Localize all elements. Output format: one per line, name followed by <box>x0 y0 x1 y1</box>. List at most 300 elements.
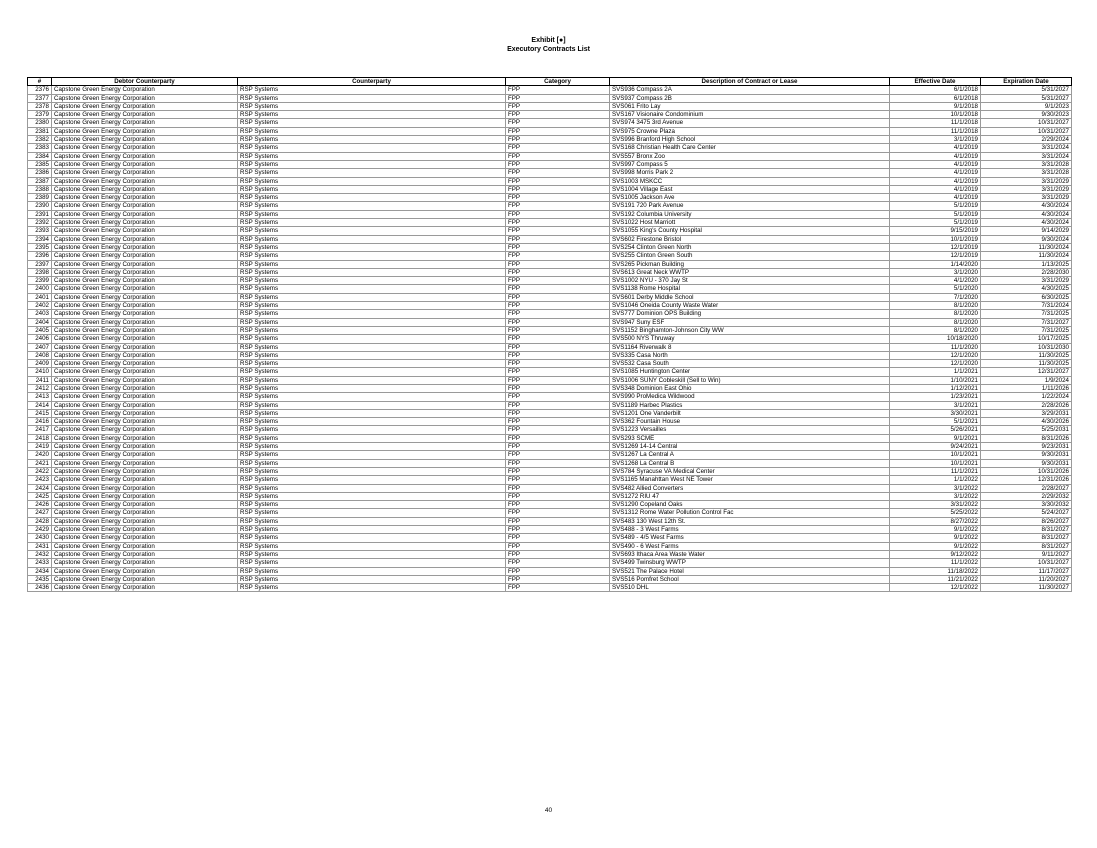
expiration-date-cell: 5/31/2027 <box>981 86 1072 94</box>
category-cell: FPP <box>506 285 610 293</box>
table-row <box>28 434 1072 442</box>
counterparty-cell: RSP Systems <box>238 476 506 484</box>
counterparty-cell: RSP Systems <box>238 534 506 542</box>
table-row <box>28 194 1072 202</box>
effective-date-cell: 8/1/2020 <box>890 318 981 326</box>
category-cell: FPP <box>506 252 610 260</box>
column-header: Effective Date <box>890 78 981 86</box>
effective-date-cell: 7/1/2020 <box>890 293 981 301</box>
expiration-date-cell: 2/28/2026 <box>981 401 1072 409</box>
description-cell: SVS061 Frito Lay <box>610 102 890 110</box>
expiration-date-cell: 5/24/2027 <box>981 509 1072 517</box>
row-number: 2399 <box>28 277 52 285</box>
table-row <box>28 542 1072 550</box>
category-cell: FPP <box>506 243 610 251</box>
category-cell: FPP <box>506 310 610 318</box>
table-row <box>28 227 1072 235</box>
row-number: 2426 <box>28 501 52 509</box>
row-number: 2428 <box>28 517 52 525</box>
debtor-counterparty-cell: Capstone Green Energy Corporation <box>52 210 238 218</box>
table-row <box>28 584 1072 592</box>
counterparty-cell: RSP Systems <box>238 252 506 260</box>
table-row <box>28 335 1072 343</box>
expiration-date-cell: 5/25/2031 <box>981 426 1072 434</box>
table-row <box>28 111 1072 119</box>
description-cell: SVS167 Visionaire Condominium <box>610 111 890 119</box>
category-cell: FPP <box>506 526 610 534</box>
description-cell: SVS1268 La Central B <box>610 459 890 467</box>
debtor-counterparty-cell: Capstone Green Energy Corporation <box>52 575 238 583</box>
effective-date-cell: 4/1/2019 <box>890 177 981 185</box>
row-number: 2433 <box>28 559 52 567</box>
counterparty-cell: RSP Systems <box>238 376 506 384</box>
effective-date-cell: 3/1/2020 <box>890 268 981 276</box>
counterparty-cell: RSP Systems <box>238 368 506 376</box>
counterparty-cell: RSP Systems <box>238 509 506 517</box>
category-cell: FPP <box>506 517 610 525</box>
expiration-date-cell: 10/31/2030 <box>981 343 1072 351</box>
description-cell: SVS521 The Palace Hotel <box>610 567 890 575</box>
row-number: 2424 <box>28 484 52 492</box>
debtor-counterparty-cell: Capstone Green Energy Corporation <box>52 202 238 210</box>
expiration-date-cell: 3/31/2029 <box>981 185 1072 193</box>
counterparty-cell: RSP Systems <box>238 409 506 417</box>
row-number: 2425 <box>28 492 52 500</box>
description-cell: SVS996 Branford High School <box>610 136 890 144</box>
row-number: 2380 <box>28 119 52 127</box>
description-cell: SVS784 Syracuse VA Medical Center <box>610 467 890 475</box>
expiration-date-cell: 4/30/2024 <box>981 210 1072 218</box>
row-number: 2431 <box>28 542 52 550</box>
category-cell: FPP <box>506 202 610 210</box>
table-row <box>28 559 1072 567</box>
debtor-counterparty-cell: Capstone Green Energy Corporation <box>52 285 238 293</box>
counterparty-cell: RSP Systems <box>238 517 506 525</box>
expiration-date-cell: 2/29/2032 <box>981 492 1072 500</box>
expiration-date-cell: 3/31/2028 <box>981 169 1072 177</box>
table-row <box>28 94 1072 102</box>
table-row <box>28 285 1072 293</box>
row-number: 2400 <box>28 285 52 293</box>
expiration-date-cell: 2/28/2030 <box>981 268 1072 276</box>
expiration-date-cell: 4/30/2024 <box>981 219 1072 227</box>
counterparty-cell: RSP Systems <box>238 335 506 343</box>
effective-date-cell: 10/18/2020 <box>890 335 981 343</box>
description-cell: SVS936 Compass 2A <box>610 86 890 94</box>
expiration-date-cell: 5/31/2027 <box>981 94 1072 102</box>
effective-date-cell: 11/1/2018 <box>890 119 981 127</box>
category-cell: FPP <box>506 302 610 310</box>
description-cell: SVS483 130 West 12th St. <box>610 517 890 525</box>
expiration-date-cell: 8/26/2027 <box>981 517 1072 525</box>
description-cell: SVS500 NYS Thruway <box>610 335 890 343</box>
row-number: 2391 <box>28 210 52 218</box>
document-header <box>0 36 1097 54</box>
expiration-date-cell: 8/31/2026 <box>981 434 1072 442</box>
category-cell: FPP <box>506 401 610 409</box>
column-header: Debtor Counterparty <box>52 78 238 86</box>
description-cell: SVS613 Great Neck WWTP <box>610 268 890 276</box>
description-cell: SVS1152 Binghamton-Johnson City WW <box>610 326 890 334</box>
counterparty-cell: RSP Systems <box>238 343 506 351</box>
debtor-counterparty-cell: Capstone Green Energy Corporation <box>52 111 238 119</box>
expiration-date-cell: 2/29/2024 <box>981 136 1072 144</box>
effective-date-cell: 4/1/2020 <box>890 277 981 285</box>
expiration-date-cell: 4/30/2026 <box>981 418 1072 426</box>
expiration-date-cell: 8/31/2027 <box>981 542 1072 550</box>
category-cell: FPP <box>506 119 610 127</box>
expiration-date-cell: 9/1/2023 <box>981 102 1072 110</box>
description-cell: SVS990 ProMedica Wildwood <box>610 393 890 401</box>
row-number: 2423 <box>28 476 52 484</box>
expiration-date-cell: 11/17/2027 <box>981 567 1072 575</box>
expiration-date-cell: 11/30/2025 <box>981 351 1072 359</box>
effective-date-cell: 8/1/2020 <box>890 310 981 318</box>
effective-date-cell: 11/1/2018 <box>890 127 981 135</box>
table-row <box>28 443 1072 451</box>
counterparty-cell: RSP Systems <box>238 86 506 94</box>
table-row <box>28 492 1072 500</box>
expiration-date-cell: 10/31/2026 <box>981 467 1072 475</box>
expiration-date-cell: 11/30/2025 <box>981 360 1072 368</box>
effective-date-cell: 12/1/2020 <box>890 351 981 359</box>
counterparty-cell: RSP Systems <box>238 559 506 567</box>
expiration-date-cell: 11/30/2024 <box>981 243 1072 251</box>
effective-date-cell: 9/1/2021 <box>890 434 981 442</box>
counterparty-cell: RSP Systems <box>238 227 506 235</box>
effective-date-cell: 10/1/2018 <box>890 111 981 119</box>
counterparty-cell: RSP Systems <box>238 194 506 202</box>
category-cell: FPP <box>506 260 610 268</box>
expiration-date-cell: 7/31/2025 <box>981 310 1072 318</box>
row-number: 2397 <box>28 260 52 268</box>
table-row <box>28 501 1072 509</box>
row-number: 2404 <box>28 318 52 326</box>
category-cell: FPP <box>506 335 610 343</box>
category-cell: FPP <box>506 127 610 135</box>
row-number: 2414 <box>28 401 52 409</box>
counterparty-cell: RSP Systems <box>238 210 506 218</box>
counterparty-cell: RSP Systems <box>238 235 506 243</box>
category-cell: FPP <box>506 343 610 351</box>
description-cell: SVS265 Pickman Building <box>610 260 890 268</box>
debtor-counterparty-cell: Capstone Green Energy Corporation <box>52 326 238 334</box>
row-number: 2384 <box>28 152 52 160</box>
expiration-date-cell: 3/30/2032 <box>981 501 1072 509</box>
category-cell: FPP <box>506 185 610 193</box>
description-cell: SVS516 Pomfret School <box>610 575 890 583</box>
row-number: 2436 <box>28 584 52 592</box>
counterparty-cell: RSP Systems <box>238 127 506 135</box>
row-number: 2379 <box>28 111 52 119</box>
debtor-counterparty-cell: Capstone Green Energy Corporation <box>52 310 238 318</box>
effective-date-cell: 8/1/2020 <box>890 302 981 310</box>
table-row <box>28 102 1072 110</box>
category-cell: FPP <box>506 160 610 168</box>
description-cell: SVS532 Casa South <box>610 360 890 368</box>
counterparty-cell: RSP Systems <box>238 310 506 318</box>
table-row <box>28 360 1072 368</box>
row-number: 2381 <box>28 127 52 135</box>
effective-date-cell: 6/1/2018 <box>890 86 981 94</box>
table-row <box>28 127 1072 135</box>
category-cell: FPP <box>506 210 610 218</box>
table-row <box>28 185 1072 193</box>
row-number: 2410 <box>28 368 52 376</box>
debtor-counterparty-cell: Capstone Green Energy Corporation <box>52 185 238 193</box>
effective-date-cell: 5/1/2021 <box>890 418 981 426</box>
counterparty-cell: RSP Systems <box>238 401 506 409</box>
description-cell: SVS1046 Oneida County Waste Water <box>610 302 890 310</box>
category-cell: FPP <box>506 376 610 384</box>
effective-date-cell: 1/1/2022 <box>890 476 981 484</box>
expiration-date-cell: 3/29/2031 <box>981 409 1072 417</box>
table-row <box>28 318 1072 326</box>
category-cell: FPP <box>506 219 610 227</box>
effective-date-cell: 4/1/2019 <box>890 169 981 177</box>
description-cell: SVS1085 Huntington Center <box>610 368 890 376</box>
debtor-counterparty-cell: Capstone Green Energy Corporation <box>52 360 238 368</box>
debtor-counterparty-cell: Capstone Green Energy Corporation <box>52 102 238 110</box>
debtor-counterparty-cell: Capstone Green Energy Corporation <box>52 252 238 260</box>
debtor-counterparty-cell: Capstone Green Energy Corporation <box>52 559 238 567</box>
debtor-counterparty-cell: Capstone Green Energy Corporation <box>52 567 238 575</box>
description-cell: SVS1164 Riverwalk 8 <box>610 343 890 351</box>
category-cell: FPP <box>506 426 610 434</box>
debtor-counterparty-cell: Capstone Green Energy Corporation <box>52 169 238 177</box>
category-cell: FPP <box>506 509 610 517</box>
counterparty-cell: RSP Systems <box>238 550 506 558</box>
table-row <box>28 384 1072 392</box>
expiration-date-cell: 10/17/2025 <box>981 335 1072 343</box>
counterparty-cell: RSP Systems <box>238 584 506 592</box>
row-number: 2420 <box>28 451 52 459</box>
description-cell: SVS362 Fountain House <box>610 418 890 426</box>
expiration-date-cell: 12/31/2027 <box>981 368 1072 376</box>
row-number: 2416 <box>28 418 52 426</box>
row-number: 2383 <box>28 144 52 152</box>
counterparty-cell: RSP Systems <box>238 260 506 268</box>
counterparty-cell: RSP Systems <box>238 318 506 326</box>
expiration-date-cell: 11/30/2027 <box>981 584 1072 592</box>
category-cell: FPP <box>506 434 610 442</box>
category-cell: FPP <box>506 277 610 285</box>
row-number: 2429 <box>28 526 52 534</box>
row-number: 2409 <box>28 360 52 368</box>
table-row <box>28 302 1072 310</box>
category-cell: FPP <box>506 484 610 492</box>
table-row <box>28 235 1072 243</box>
counterparty-cell: RSP Systems <box>238 285 506 293</box>
effective-date-cell: 3/30/2021 <box>890 409 981 417</box>
debtor-counterparty-cell: Capstone Green Energy Corporation <box>52 368 238 376</box>
debtor-counterparty-cell: Capstone Green Energy Corporation <box>52 492 238 500</box>
exhibit-title: Exhibit [●] <box>531 37 566 44</box>
table-row <box>28 351 1072 359</box>
category-cell: FPP <box>506 177 610 185</box>
debtor-counterparty-cell: Capstone Green Energy Corporation <box>52 467 238 475</box>
debtor-counterparty-cell: Capstone Green Energy Corporation <box>52 243 238 251</box>
counterparty-cell: RSP Systems <box>238 351 506 359</box>
row-number: 2392 <box>28 219 52 227</box>
debtor-counterparty-cell: Capstone Green Energy Corporation <box>52 119 238 127</box>
effective-date-cell: 9/24/2021 <box>890 443 981 451</box>
table-row <box>28 393 1072 401</box>
table-row <box>28 376 1072 384</box>
effective-date-cell: 4/1/2019 <box>890 144 981 152</box>
counterparty-cell: RSP Systems <box>238 484 506 492</box>
description-cell: SVS557 Bronx Zoo <box>610 152 890 160</box>
description-cell: SVS1272 RIU 47 <box>610 492 890 500</box>
expiration-date-cell: 1/22/2024 <box>981 393 1072 401</box>
expiration-date-cell: 3/31/2029 <box>981 194 1072 202</box>
table-row <box>28 260 1072 268</box>
debtor-counterparty-cell: Capstone Green Energy Corporation <box>52 343 238 351</box>
row-number: 2403 <box>28 310 52 318</box>
table-row <box>28 409 1072 417</box>
effective-date-cell: 8/27/2022 <box>890 517 981 525</box>
row-number: 2385 <box>28 160 52 168</box>
contracts-table <box>27 77 1072 592</box>
counterparty-cell: RSP Systems <box>238 393 506 401</box>
effective-date-cell: 5/1/2019 <box>890 210 981 218</box>
row-number: 2406 <box>28 335 52 343</box>
category-cell: FPP <box>506 575 610 583</box>
column-header: Expiration Date <box>981 78 1072 86</box>
debtor-counterparty-cell: Capstone Green Energy Corporation <box>52 194 238 202</box>
expiration-date-cell: 3/31/2028 <box>981 160 1072 168</box>
table-row <box>28 517 1072 525</box>
expiration-date-cell: 3/31/2024 <box>981 152 1072 160</box>
counterparty-cell: RSP Systems <box>238 426 506 434</box>
category-cell: FPP <box>506 476 610 484</box>
category-cell: FPP <box>506 111 610 119</box>
debtor-counterparty-cell: Capstone Green Energy Corporation <box>52 293 238 301</box>
expiration-date-cell: 3/31/2029 <box>981 177 1072 185</box>
description-cell: SVS1165 Manahttan West NE Tower <box>610 476 890 484</box>
table-row <box>28 368 1072 376</box>
counterparty-cell: RSP Systems <box>238 136 506 144</box>
page-number: 40 <box>544 807 553 814</box>
counterparty-cell: RSP Systems <box>238 293 506 301</box>
counterparty-cell: RSP Systems <box>238 302 506 310</box>
counterparty-cell: RSP Systems <box>238 102 506 110</box>
row-number: 2393 <box>28 227 52 235</box>
description-cell: SVS1004 Village East <box>610 185 890 193</box>
counterparty-cell: RSP Systems <box>238 277 506 285</box>
table-row <box>28 210 1072 218</box>
debtor-counterparty-cell: Capstone Green Energy Corporation <box>52 509 238 517</box>
debtor-counterparty-cell: Capstone Green Energy Corporation <box>52 335 238 343</box>
table-row <box>28 418 1072 426</box>
counterparty-cell: RSP Systems <box>238 219 506 227</box>
counterparty-cell: RSP Systems <box>238 177 506 185</box>
effective-date-cell: 4/1/2019 <box>890 194 981 202</box>
counterparty-cell: RSP Systems <box>238 542 506 550</box>
effective-date-cell: 11/18/2022 <box>890 567 981 575</box>
expiration-date-cell: 7/31/2025 <box>981 326 1072 334</box>
debtor-counterparty-cell: Capstone Green Energy Corporation <box>52 426 238 434</box>
category-cell: FPP <box>506 534 610 542</box>
table-row <box>28 326 1072 334</box>
description-cell: SVS191 720 Park Avenue <box>610 202 890 210</box>
debtor-counterparty-cell: Capstone Green Energy Corporation <box>52 393 238 401</box>
debtor-counterparty-cell: Capstone Green Energy Corporation <box>52 384 238 392</box>
category-cell: FPP <box>506 293 610 301</box>
category-cell: FPP <box>506 102 610 110</box>
description-cell: SVS1055 King's County Hospital <box>610 227 890 235</box>
row-number: 2401 <box>28 293 52 301</box>
row-number: 2387 <box>28 177 52 185</box>
debtor-counterparty-cell: Capstone Green Energy Corporation <box>52 443 238 451</box>
expiration-date-cell: 9/30/2023 <box>981 111 1072 119</box>
category-cell: FPP <box>506 94 610 102</box>
row-number: 2419 <box>28 443 52 451</box>
debtor-counterparty-cell: Capstone Green Energy Corporation <box>52 542 238 550</box>
table-row <box>28 476 1072 484</box>
description-cell: SVS1290 Copeland Oaks <box>610 501 890 509</box>
expiration-date-cell: 9/14/2029 <box>981 227 1072 235</box>
counterparty-cell: RSP Systems <box>238 443 506 451</box>
table-row <box>28 136 1072 144</box>
description-cell: SVS499 Twinsburg WWTP <box>610 559 890 567</box>
table-row <box>28 401 1072 409</box>
table-row <box>28 119 1072 127</box>
category-cell: FPP <box>506 194 610 202</box>
row-number: 2376 <box>28 86 52 94</box>
table-row <box>28 451 1072 459</box>
expiration-date-cell: 8/31/2027 <box>981 526 1072 534</box>
category-cell: FPP <box>506 467 610 475</box>
description-cell: SVS489 - 4/5 West Farms <box>610 534 890 542</box>
effective-date-cell: 4/1/2019 <box>890 152 981 160</box>
counterparty-cell: RSP Systems <box>238 492 506 500</box>
category-cell: FPP <box>506 567 610 575</box>
table-row <box>28 293 1072 301</box>
row-number: 2382 <box>28 136 52 144</box>
category-cell: FPP <box>506 542 610 550</box>
description-cell: SVS1003 MSKCC <box>610 177 890 185</box>
category-cell: FPP <box>506 443 610 451</box>
debtor-counterparty-cell: Capstone Green Energy Corporation <box>52 526 238 534</box>
effective-date-cell: 5/25/2022 <box>890 509 981 517</box>
row-number: 2388 <box>28 185 52 193</box>
debtor-counterparty-cell: Capstone Green Energy Corporation <box>52 318 238 326</box>
description-cell: SVS777 Dominion OPS Building <box>610 310 890 318</box>
counterparty-cell: RSP Systems <box>238 451 506 459</box>
debtor-counterparty-cell: Capstone Green Energy Corporation <box>52 351 238 359</box>
effective-date-cell: 9/1/2022 <box>890 534 981 542</box>
row-number: 2421 <box>28 459 52 467</box>
debtor-counterparty-cell: Capstone Green Energy Corporation <box>52 584 238 592</box>
effective-date-cell: 5/1/2019 <box>890 219 981 227</box>
counterparty-cell: RSP Systems <box>238 243 506 251</box>
counterparty-cell: RSP Systems <box>238 268 506 276</box>
counterparty-cell: RSP Systems <box>238 459 506 467</box>
category-cell: FPP <box>506 169 610 177</box>
effective-date-cell: 3/1/2019 <box>890 136 981 144</box>
effective-date-cell: 5/26/2021 <box>890 426 981 434</box>
table-row <box>28 343 1072 351</box>
row-number: 2390 <box>28 202 52 210</box>
effective-date-cell: 10/1/2019 <box>890 235 981 243</box>
expiration-date-cell: 11/30/2024 <box>981 252 1072 260</box>
row-number: 2395 <box>28 243 52 251</box>
row-number: 2389 <box>28 194 52 202</box>
table-row <box>28 268 1072 276</box>
debtor-counterparty-cell: Capstone Green Energy Corporation <box>52 484 238 492</box>
category-cell: FPP <box>506 86 610 94</box>
